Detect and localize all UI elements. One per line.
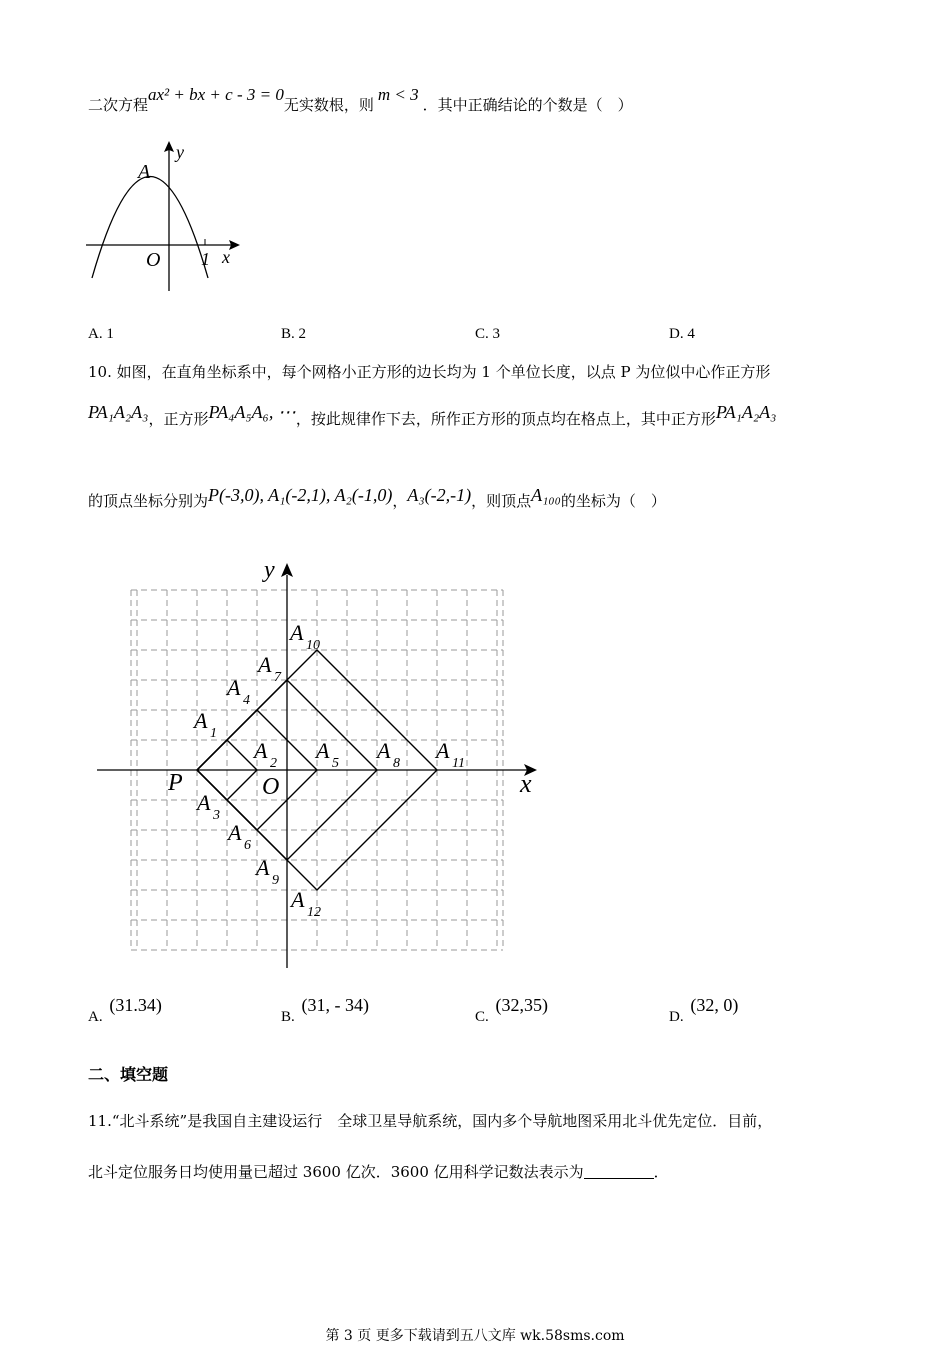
q9-no-roots: 无实数根，则	[283, 96, 374, 114]
q10-option-b-value: (31, - 34)	[301, 995, 370, 1015]
q11-period: ．	[653, 1163, 669, 1181]
label-A12: A	[291, 887, 305, 912]
label-O: O	[146, 249, 161, 271]
q10-option-a-letter: A.	[88, 1009, 103, 1025]
q10-coord-a3: A₃(-2,-1)	[407, 485, 472, 505]
label-A11-sub: 11	[452, 756, 465, 771]
q10-line1: 10. 如图，在直角坐标系中，每个网格小正方形的边长均为 1 个单位长度，以点 P 为位似中心作正方形	[88, 363, 771, 381]
label-A6-sub: 6	[244, 838, 251, 853]
label-A2: A	[254, 738, 268, 763]
label-A5: A	[316, 738, 330, 763]
q10-comma: ，	[392, 492, 408, 510]
label-A10: A	[290, 620, 304, 645]
q10-square1: PA₁A₂A₃	[88, 402, 149, 422]
label-A8: A	[377, 738, 391, 763]
label-A3: A	[197, 790, 211, 815]
q10-option-b	[281, 995, 370, 1026]
q10-coords: P(-3,0), A₁(-2,1), A₂(-1,0)	[208, 485, 393, 505]
q10-option-d-letter: D.	[669, 1009, 684, 1025]
q9-option-a: A. 1	[88, 326, 114, 342]
label-A9-sub: 9	[272, 873, 279, 888]
section-heading: 二、填空题	[88, 1065, 169, 1084]
label-A12-sub: 12	[307, 905, 321, 920]
q10-comma-text: ，正方形	[148, 410, 209, 428]
q10-line3-mid: ，则顶点	[471, 492, 532, 510]
q10-option-a	[88, 995, 162, 1026]
label-A7-sub: 7	[274, 670, 281, 685]
q10-square2: PA₄A₅A₆, ⋯	[208, 402, 296, 422]
grid-label-y: y	[264, 557, 275, 583]
q10-option-a-value: (31.34)	[109, 995, 162, 1015]
page-footer: 第 3 页 更多下载请到五八文库 wk.58sms.com	[325, 1328, 625, 1344]
label-A9: A	[256, 855, 270, 880]
label-A11: A	[436, 738, 450, 763]
label-A3-sub: 3	[213, 808, 220, 823]
q9-suffix: ．其中正确结论的个数是（ ）	[422, 96, 633, 114]
q10-line2-mid: ，按此规律作下去，所作正方形的顶点均在格点上，其中正方形	[295, 410, 716, 428]
label-A6: A	[228, 820, 242, 845]
q10-option-c-letter: C.	[475, 1009, 489, 1025]
q10-line3-prefix: 的顶点坐标分别为	[88, 492, 209, 510]
answer-blank[interactable]	[584, 1164, 654, 1179]
q10-option-b-letter: B.	[281, 1009, 295, 1025]
q9-prefix: 二次方程	[88, 96, 149, 114]
q9-line	[88, 85, 633, 115]
label-A8-sub: 8	[393, 756, 400, 771]
q10-a100: A₁₀₀	[531, 485, 561, 505]
label-A1: A	[194, 708, 208, 733]
label-A4-sub: 4	[243, 693, 250, 708]
q9-condition: m < 3	[377, 85, 419, 104]
q10-line2	[88, 402, 777, 429]
grid-label-O: O	[262, 774, 280, 800]
label-A10-sub: 10	[306, 638, 320, 653]
label-one: 1	[201, 249, 210, 269]
parabola-graph	[80, 135, 250, 300]
q10-line3-suffix: 的坐标为（ ）	[560, 492, 666, 510]
q9-option-b: B. 2	[281, 326, 307, 342]
label-A: A	[138, 161, 151, 183]
q10-square3: PA₁A₂A₃	[715, 402, 777, 422]
q10-option-d-value: (32, 0)	[690, 995, 739, 1015]
grid-label-P: P	[168, 770, 183, 796]
grid-figure	[90, 555, 550, 975]
q9-equation: ax² + bx + c - 3 = 0	[148, 85, 284, 104]
q9-option-d: D. 4	[669, 326, 695, 342]
label-A4: A	[227, 675, 241, 700]
grid-label-x: x	[520, 769, 532, 798]
q11-text: 北斗定位服务日均使用量已超过 3600 亿次．3600 亿用科学记数法表示为	[88, 1163, 584, 1181]
q11-line1: 11.“北斗系统”是我国自主建设运行 全球卫星导航系统，国内多个导航地图采用北斗优先定位．目前，	[88, 1112, 773, 1130]
label-A5-sub: 5	[332, 756, 339, 771]
label-A7: A	[258, 652, 272, 677]
label-y: y	[176, 142, 184, 162]
label-x: x	[222, 247, 230, 267]
q9-option-c: C. 3	[475, 326, 501, 342]
q10-option-d	[669, 995, 739, 1026]
label-A2-sub: 2	[270, 756, 277, 771]
label-A1-sub: 1	[210, 726, 217, 741]
q10-line3	[88, 485, 666, 511]
q11-line2	[88, 1161, 669, 1182]
q10-option-c	[475, 995, 549, 1026]
q10-option-c-value: (32,35)	[495, 995, 549, 1015]
